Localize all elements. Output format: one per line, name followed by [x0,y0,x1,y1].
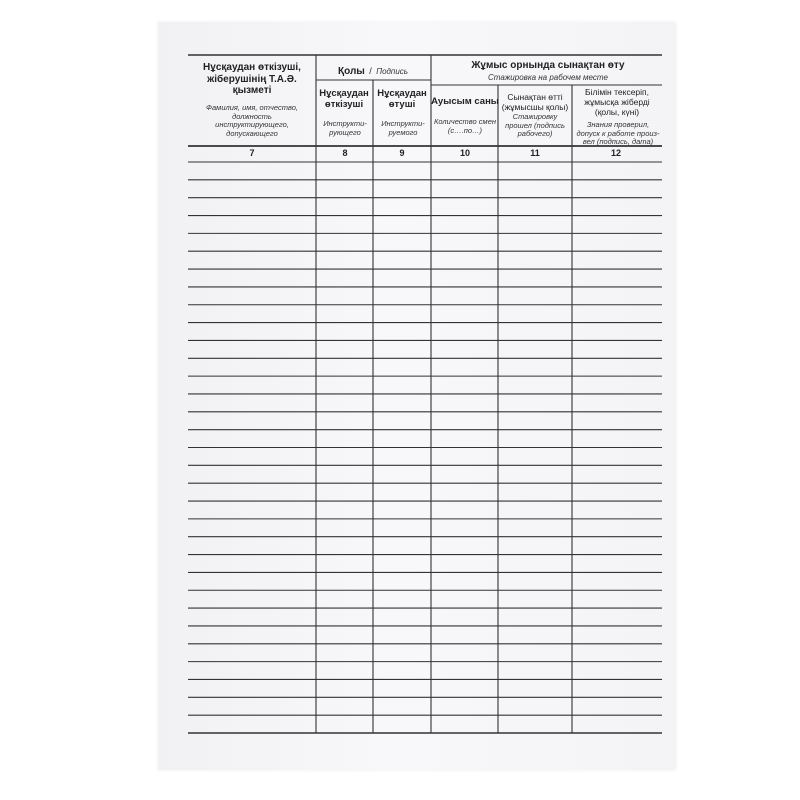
col9-header-ru: Инструкти-руемого [381,120,425,137]
signature-group-header [316,61,430,79]
col11-header-kk: Сынақтан өтті (жұмысшы қолы) [501,93,569,112]
column-number-9: 9 [399,148,405,158]
col11-header-ru: Стажировку прошел (подпись рабочего) [505,113,565,139]
internship-group-kk: Жұмыс орнында сынақтан өту [471,60,625,71]
col7-header-kk: Нұсқаудан өткізуші, жіберушінің Т.А.Ә. қызметі [203,62,301,96]
internship-group-ru: Стажировка на рабочем месте [487,73,608,82]
signature-group-kk: Қолы [337,66,365,77]
col10-header-ru: Количество смен (с….по…) [434,118,496,135]
col7-header-ru: Фамилия, имя, отчество, должность инструктирующего, допускающего [206,104,298,138]
column-number-8: 8 [342,148,348,158]
col10-header-kk: Ауысым саны [431,97,499,107]
column-number-10: 10 [459,148,470,158]
col8-header-kk: Нұсқаудан өткізуші [319,89,369,110]
col12-header-ru: Знания проверил, допуск к работе произ-вел (подпись, дата) [576,121,660,147]
column-number-7: 7 [249,148,255,158]
col8-header-ru: Инструкти-рующего [323,120,367,137]
column-number-12: 12 [610,148,621,158]
column-number-11: 11 [530,148,540,158]
col12-header-kk: Білімін тексеріп, жұмысқа жіберді (қолы, күні) [584,88,650,117]
signature-group-sep: / [369,66,372,76]
col9-header-kk: Нұсқаудан өтуші [377,89,427,110]
signature-group-ru: Подпись [376,67,408,76]
